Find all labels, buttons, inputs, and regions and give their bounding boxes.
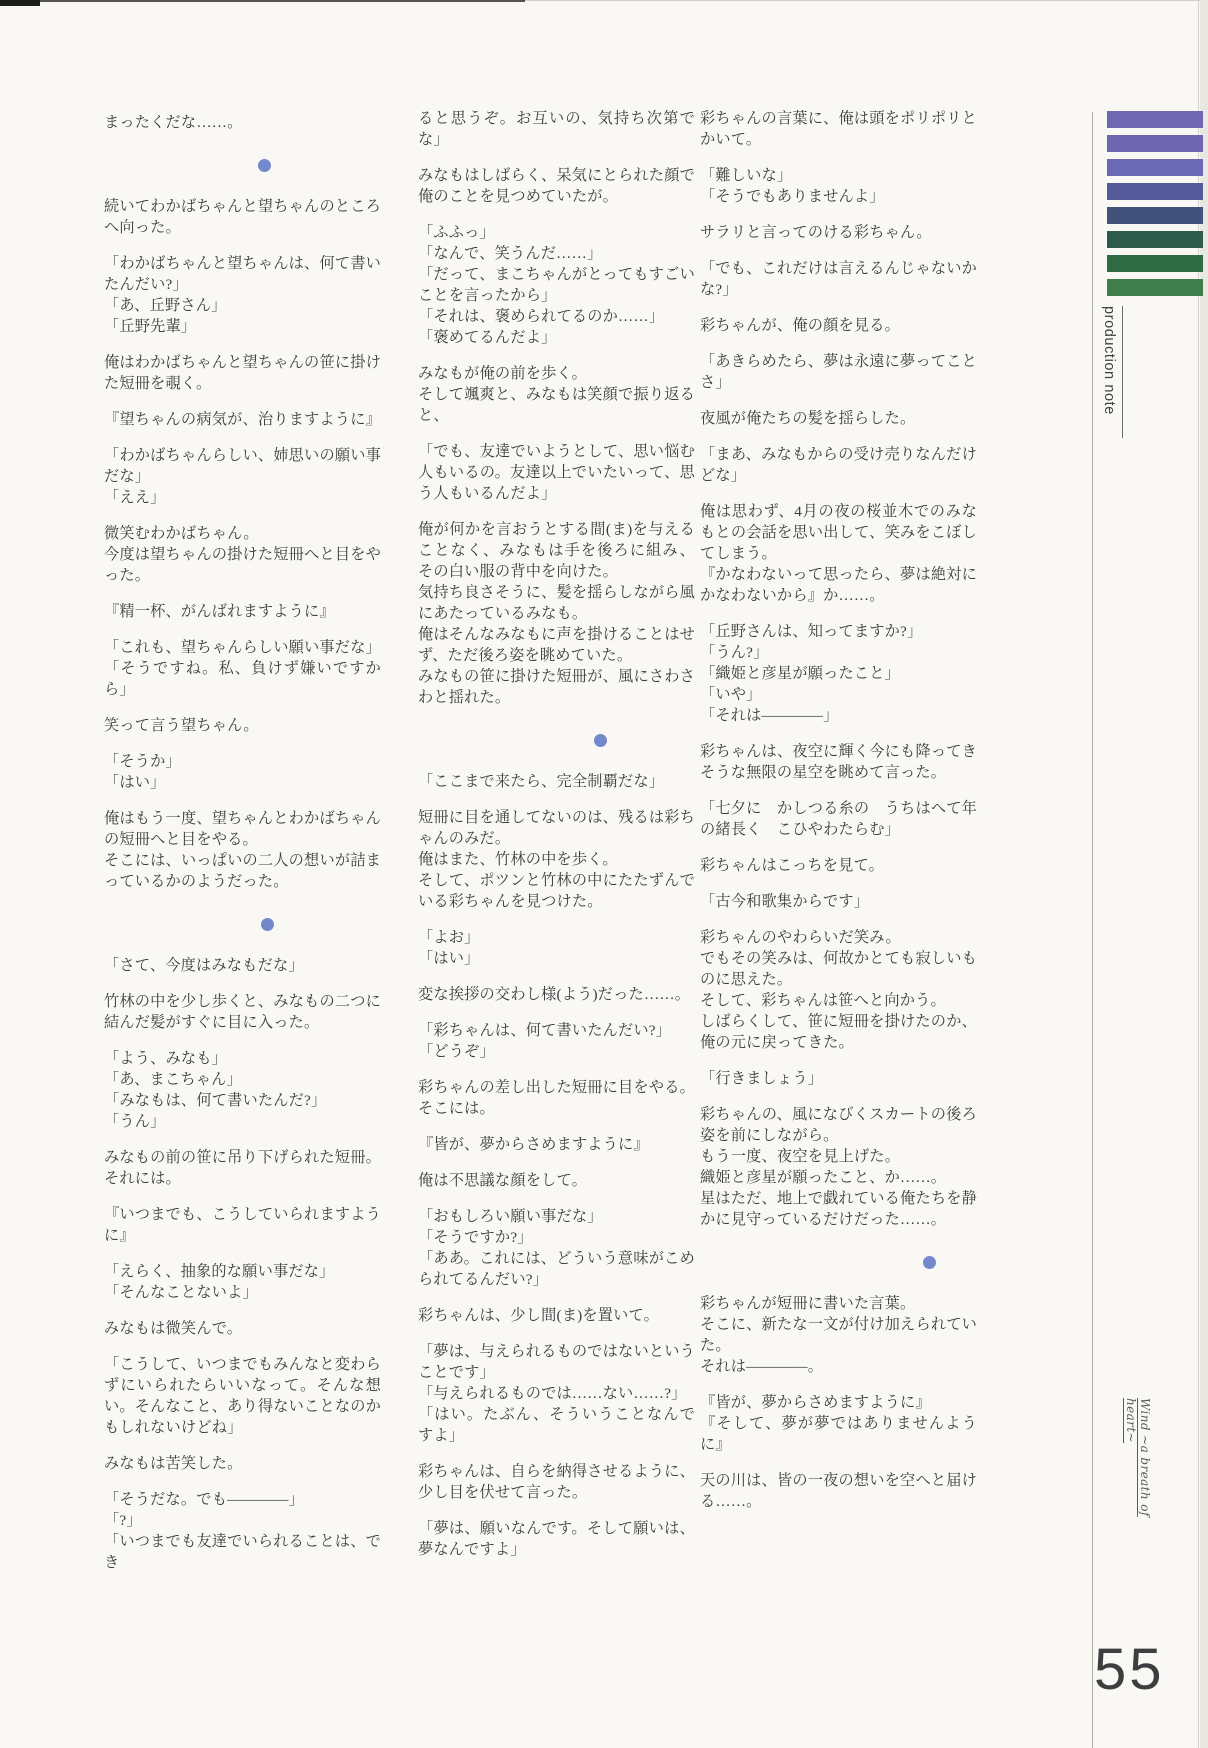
paragraph-block <box>418 1461 695 1503</box>
text-line: 「そうでもありませんよ」 <box>700 188 885 205</box>
text-line: 俺はそんなみなもに声を掛けることはせず、ただ後ろ姿を眺めていた。 <box>418 626 695 664</box>
text-line: 彩ちゃんの、風になびくスカートの後ろ姿を前にしながら。 <box>700 1106 977 1144</box>
text-line: 彩ちゃんは、自らを納得させるように、少し目を伏せて言った。 <box>418 1463 695 1501</box>
text-line: 「でも、友達でいようとして、思い悩む人もいるの。友達以上でいたいって、思う人もいるんだよ」 <box>418 443 695 502</box>
text-line: 「ふふっ」 <box>418 224 495 241</box>
text-line: 「そうですか?」 <box>418 1229 533 1246</box>
text-line: 「うん?」 <box>700 644 769 661</box>
text-line: 「彩ちゃんは、何て書いたんだい?」 <box>418 1022 672 1039</box>
color-bar <box>1107 279 1203 296</box>
paragraph-block <box>418 1341 695 1446</box>
text-line: 「だって、まこちゃんがとってもすごいことを言ったから」 <box>418 266 695 304</box>
text-line: 「さて、今度はみなもだな」 <box>104 957 304 974</box>
text-line: 「七夕に かしつる糸の うちはへて年の緒長く こひやわたらむ」 <box>700 800 977 838</box>
text-line: 微笑むわかばちゃん。 <box>104 525 259 542</box>
text-line: 俺はまた、竹林の中を歩く。 <box>418 851 618 868</box>
paragraph-block <box>700 258 977 300</box>
text-line: 「あきらめたら、夢は永遠に夢ってことさ」 <box>700 353 977 391</box>
text-line: 「わかばちゃんらしい、姉思いの願い事だな」 <box>104 447 381 485</box>
paragraph-block <box>700 222 977 243</box>
text-line: 彩ちゃんの差し出した短冊に目をやる。 <box>418 1079 695 1096</box>
text-line: 『精一杯、がんばれますように』 <box>104 603 335 620</box>
paragraph-block <box>700 741 977 783</box>
text-line: 星はただ、地上で戯れている俺たちを静かに見守っているだけだった……。 <box>700 1190 977 1228</box>
text-line: 「難しいな」 <box>700 167 793 184</box>
text-line: 今度は望ちゃんの掛けた短冊へと目をやった。 <box>104 546 381 584</box>
paragraph-block <box>418 771 695 792</box>
paragraph-block <box>418 1305 695 1326</box>
paragraph-block <box>418 1020 695 1062</box>
color-bar <box>1107 183 1203 200</box>
paragraph-block <box>104 445 381 508</box>
paragraph-block <box>700 108 977 150</box>
paragraph-block <box>104 112 381 133</box>
paragraph-block <box>700 444 977 486</box>
scan-edge-line <box>0 0 525 2</box>
paragraph-block <box>700 927 977 1053</box>
text-line: 「よう、みなも」 <box>104 1050 228 1067</box>
text-line: 俺はもう一度、望ちゃんとわかばちゃんの短冊へと目をやる。 <box>104 810 381 848</box>
text-line: 「でも、これだけは言えるんじゃないかな?」 <box>700 260 977 298</box>
text-line: 「あ、丘野さん」 <box>104 297 227 314</box>
text-line: 「丘野さんは、知ってますか?」 <box>700 623 923 640</box>
text-line: それは――――。 <box>700 1358 824 1375</box>
sidebar-color-bars <box>1107 111 1203 303</box>
text-line: 俺は不思議な顔をして。 <box>418 1172 587 1189</box>
section-separator <box>104 918 381 931</box>
text-column-left <box>104 112 381 1573</box>
text-line: サラリと言ってのける彩ちゃん。 <box>700 224 932 241</box>
text-line: 「みなもは、何て書いたんだ?」 <box>104 1092 327 1109</box>
paragraph-block <box>418 222 695 348</box>
scan-edge-corner <box>0 0 40 6</box>
text-line: 「ああ。これには、どういう意味がこめられてるんだい?」 <box>418 1250 695 1288</box>
color-bar <box>1107 207 1203 224</box>
paragraph-block <box>104 637 381 700</box>
paragraph-block <box>104 409 381 430</box>
paragraph-block <box>418 1077 695 1119</box>
paragraph-block <box>418 1518 695 1560</box>
text-line: でもその笑みは、何故かとても寂しいものに思えた。 <box>700 950 977 988</box>
text-line: 彩ちゃんの言葉に、俺は頭をポリポリとかいて。 <box>700 110 977 148</box>
paragraph-block <box>104 1048 381 1132</box>
blue-dot-icon <box>258 159 271 172</box>
paragraph-block <box>700 1470 977 1512</box>
text-line: 笑って言う望ちゃん。 <box>104 717 259 734</box>
text-line: 「それは――――」 <box>700 707 839 724</box>
text-line: そこには、いっぱいの二人の想いが詰まっているかのようだった。 <box>104 852 381 890</box>
text-line: 『いつまでも、こうしていられますように』 <box>104 1206 381 1244</box>
text-line: 「織姫と彦星が願ったこと」 <box>700 665 901 682</box>
paragraph-block <box>104 1204 381 1246</box>
paragraph-block <box>700 798 977 840</box>
text-line: 彩ちゃんのやわらいだ笑み。 <box>700 929 901 946</box>
text-line: そして、彩ちゃんは笹へと向かう。 <box>700 992 946 1009</box>
text-line: そこに、新たな一文が付け加えられていた。 <box>700 1316 977 1354</box>
sidebar-divider-rule <box>1092 112 1093 1748</box>
color-bar <box>1107 159 1203 176</box>
blue-dot-icon <box>594 734 607 747</box>
paragraph-block <box>418 807 695 912</box>
text-line: 「夢は、与えられるものではないということです」 <box>418 1343 695 1381</box>
paragraph-block <box>700 855 977 876</box>
paragraph-block <box>700 1104 977 1230</box>
paragraph-block <box>104 1318 381 1339</box>
text-line: 「いや」 <box>700 686 762 703</box>
paragraph-block <box>418 108 695 150</box>
text-line: 『かなわないって思ったら、夢は絶対にかなわないから』か……。 <box>700 566 977 604</box>
paragraph-block <box>418 927 695 969</box>
text-line: 「?」 <box>104 1512 142 1529</box>
text-line: 彩ちゃんは、少し間(ま)を置いて。 <box>418 1307 660 1324</box>
series-title-script: Wind ~a breath of heart~ <box>1124 1398 1152 1517</box>
text-line: そして颯爽と、みなもは笑顔で振り返ると、 <box>418 386 695 424</box>
text-line: 「まあ、みなもからの受け売りなんだけどな」 <box>700 446 977 484</box>
paragraph-block <box>104 196 381 238</box>
text-line: 『そして、夢が夢ではありませんように』 <box>700 1415 977 1453</box>
blue-dot-icon <box>261 918 274 931</box>
text-line: 「夢は、願いなんです。そして願いは、夢なんですよ」 <box>418 1520 695 1558</box>
text-line: 『皆が、夢からさめますように』 <box>700 1394 931 1411</box>
section-separator <box>418 734 695 747</box>
text-line: そこには。 <box>418 1100 495 1117</box>
text-line: 夜風が俺たちの髪を揺らした。 <box>700 410 916 427</box>
text-line: 「はい」 <box>418 950 480 967</box>
paragraph-block <box>700 408 977 429</box>
paragraph-block <box>104 751 381 793</box>
text-line: 気持ち良さそうに、髪を揺らしながら風にあたっているみなも。 <box>418 584 695 622</box>
text-line: 短冊に目を通してないのは、残るは彩ちゃんのみだ。 <box>418 809 695 847</box>
paragraph-block <box>700 165 977 207</box>
paragraph-block <box>700 501 977 606</box>
text-line: 「そうだな。でも――――」 <box>104 1491 305 1508</box>
text-line: 「こうして、いつまでもみんなと変わらずにいられたらいいなって。そんな想い。そんなこと、あり得ないことなのかもしれないけどね」 <box>104 1356 381 1436</box>
text-line: 変な挨拶の交わし様(よう)だった……。 <box>418 986 691 1003</box>
paragraph-block <box>104 1453 381 1474</box>
paragraph-block <box>418 363 695 426</box>
text-line: 「おもしろい願い事だな」 <box>418 1208 603 1225</box>
color-bar <box>1107 231 1203 248</box>
text-line: 彩ちゃんはこっちを見て。 <box>700 857 885 874</box>
text-line: 『望ちゃんの病気が、治りますように』 <box>104 411 381 428</box>
text-line: ると思うぞ。お互いの、気持ち次第でな」 <box>418 110 695 148</box>
paragraph-block <box>104 808 381 892</box>
color-bar <box>1107 255 1203 272</box>
text-line: 彩ちゃんが、俺の顔を見る。 <box>700 317 901 334</box>
text-line: 「わかばちゃんと望ちゃんは、何て書いたんだい?」 <box>104 255 381 293</box>
text-line: 「ええ」 <box>104 489 166 506</box>
text-line: 「古今和歌集からです」 <box>700 893 870 910</box>
section-separator <box>104 159 381 172</box>
text-line: それには。 <box>104 1170 181 1187</box>
text-line: 「それは、褒められてるのか……」 <box>418 308 665 325</box>
text-line: みなもが俺の前を歩く。 <box>418 365 587 382</box>
text-line: 「そうか」 <box>104 753 181 770</box>
color-bar <box>1107 135 1203 152</box>
paragraph-block <box>104 991 381 1033</box>
text-line: 続いてわかばちゃんと望ちゃんのところへ向った。 <box>104 198 381 236</box>
paragraph-block <box>104 352 381 394</box>
text-line: 俺はわかばちゃんと望ちゃんの笹に掛けた短冊を覗く。 <box>104 354 381 392</box>
text-line: みなもは微笑んで。 <box>104 1320 243 1337</box>
text-line: 「褒めてるんだよ」 <box>418 329 557 346</box>
text-line: 俺は思わず、4月の夜の桜並木でのみなもとの会話を思い出して、笑みをこぼしてしまう。 <box>700 503 977 562</box>
paragraph-block <box>104 1489 381 1573</box>
paragraph-block <box>700 621 977 726</box>
text-line: みなもの前の笹に吊り下げられた短冊。 <box>104 1149 381 1166</box>
paragraph-block <box>104 1147 381 1189</box>
text-line: みなもの笹に掛けた短冊が、風にさわさわと揺れた。 <box>418 668 695 706</box>
text-line: そして、ポツンと竹林の中にたたずんでいる彩ちゃんを見つけた。 <box>418 872 695 910</box>
paragraph-block <box>700 1293 977 1377</box>
text-line: 俺が何かを言おうとする間(ま)を与えることなく、みなもは手を後ろに組み、その白い服の背中を向けた。 <box>418 521 695 580</box>
text-line: 天の川は、皆の一夜の想いを空へと届ける……。 <box>700 1472 977 1510</box>
paragraph-block <box>104 601 381 622</box>
text-column-right <box>700 108 977 1512</box>
text-line: 竹林の中を少し歩くと、みなもの二つに結んだ髪がすぐに目に入った。 <box>104 993 381 1031</box>
text-line: 「ここまで来たら、完全制覇だな」 <box>418 773 665 790</box>
production-note-label: production note <box>1101 306 1123 438</box>
text-line: 「なんで、笑うんだ……」 <box>418 245 603 262</box>
text-line: 「はい。たぶん、そういうことなんですよ」 <box>418 1406 695 1444</box>
text-line: 「与えられるものでは……ない……?」 <box>418 1385 687 1402</box>
text-line: 「これも、望ちゃんらしい願い事だな」 <box>104 639 381 656</box>
text-line: 「そうですね。私、負けず嫌いですから」 <box>104 660 381 698</box>
paragraph-block <box>700 351 977 393</box>
text-line: 「行きましょう」 <box>700 1070 824 1087</box>
text-line: しばらくして、笹に短冊を掛けたのか、俺の元に戻ってきた。 <box>700 1013 977 1051</box>
paragraph-block <box>418 1206 695 1290</box>
text-column-middle <box>418 108 695 1560</box>
paragraph-block <box>700 1068 977 1089</box>
text-line: 「うん」 <box>104 1113 166 1130</box>
paragraph-block <box>418 1170 695 1191</box>
paragraph-block <box>104 955 381 976</box>
paragraph-block <box>700 1392 977 1455</box>
paragraph-block <box>104 253 381 337</box>
text-line: 織姫と彦星が願ったこと、か……。 <box>700 1169 947 1186</box>
paragraph-block <box>104 715 381 736</box>
paragraph-block <box>700 315 977 336</box>
text-line: 「どうぞ」 <box>418 1043 495 1060</box>
page-number: 55 <box>1094 1637 1165 1702</box>
text-line: 彩ちゃんが短冊に書いた言葉。 <box>700 1295 916 1312</box>
section-separator <box>700 1256 977 1269</box>
paragraph-block <box>418 984 695 1005</box>
text-line: 「そんなことないよ」 <box>104 1284 258 1301</box>
text-line: 彩ちゃんは、夜空に輝く今にも降ってきそうな無限の星空を眺めて言った。 <box>700 743 977 781</box>
text-line: みなもはしばらく、呆気にとられた顔で俺のことを見つめていたが。 <box>418 167 695 205</box>
color-bar <box>1107 111 1203 128</box>
text-line: 「丘野先輩」 <box>104 318 197 335</box>
paragraph-block <box>104 1354 381 1438</box>
paragraph-block <box>418 1134 695 1155</box>
text-line: みなもは苦笑した。 <box>104 1455 243 1472</box>
paragraph-block <box>418 441 695 504</box>
text-line: 「はい」 <box>104 774 166 791</box>
text-line: 「あ、まこちゃん」 <box>104 1071 242 1088</box>
paragraph-block <box>700 891 977 912</box>
paragraph-block <box>418 165 695 207</box>
paragraph-block <box>104 1261 381 1303</box>
text-line: まったくだな……。 <box>104 114 243 131</box>
paragraph-block <box>104 523 381 586</box>
text-line: 「えらく、抽象的な願い事だな」 <box>104 1263 335 1280</box>
text-line: 「よお」 <box>418 929 480 946</box>
text-line: 『皆が、夢からさめますように』 <box>418 1136 649 1153</box>
text-line: もう一度、夜空を見上げた。 <box>700 1148 901 1165</box>
paragraph-block <box>418 519 695 708</box>
blue-dot-icon <box>923 1256 936 1269</box>
text-line: 「いつまでも友達でいられることは、でき <box>104 1533 381 1571</box>
